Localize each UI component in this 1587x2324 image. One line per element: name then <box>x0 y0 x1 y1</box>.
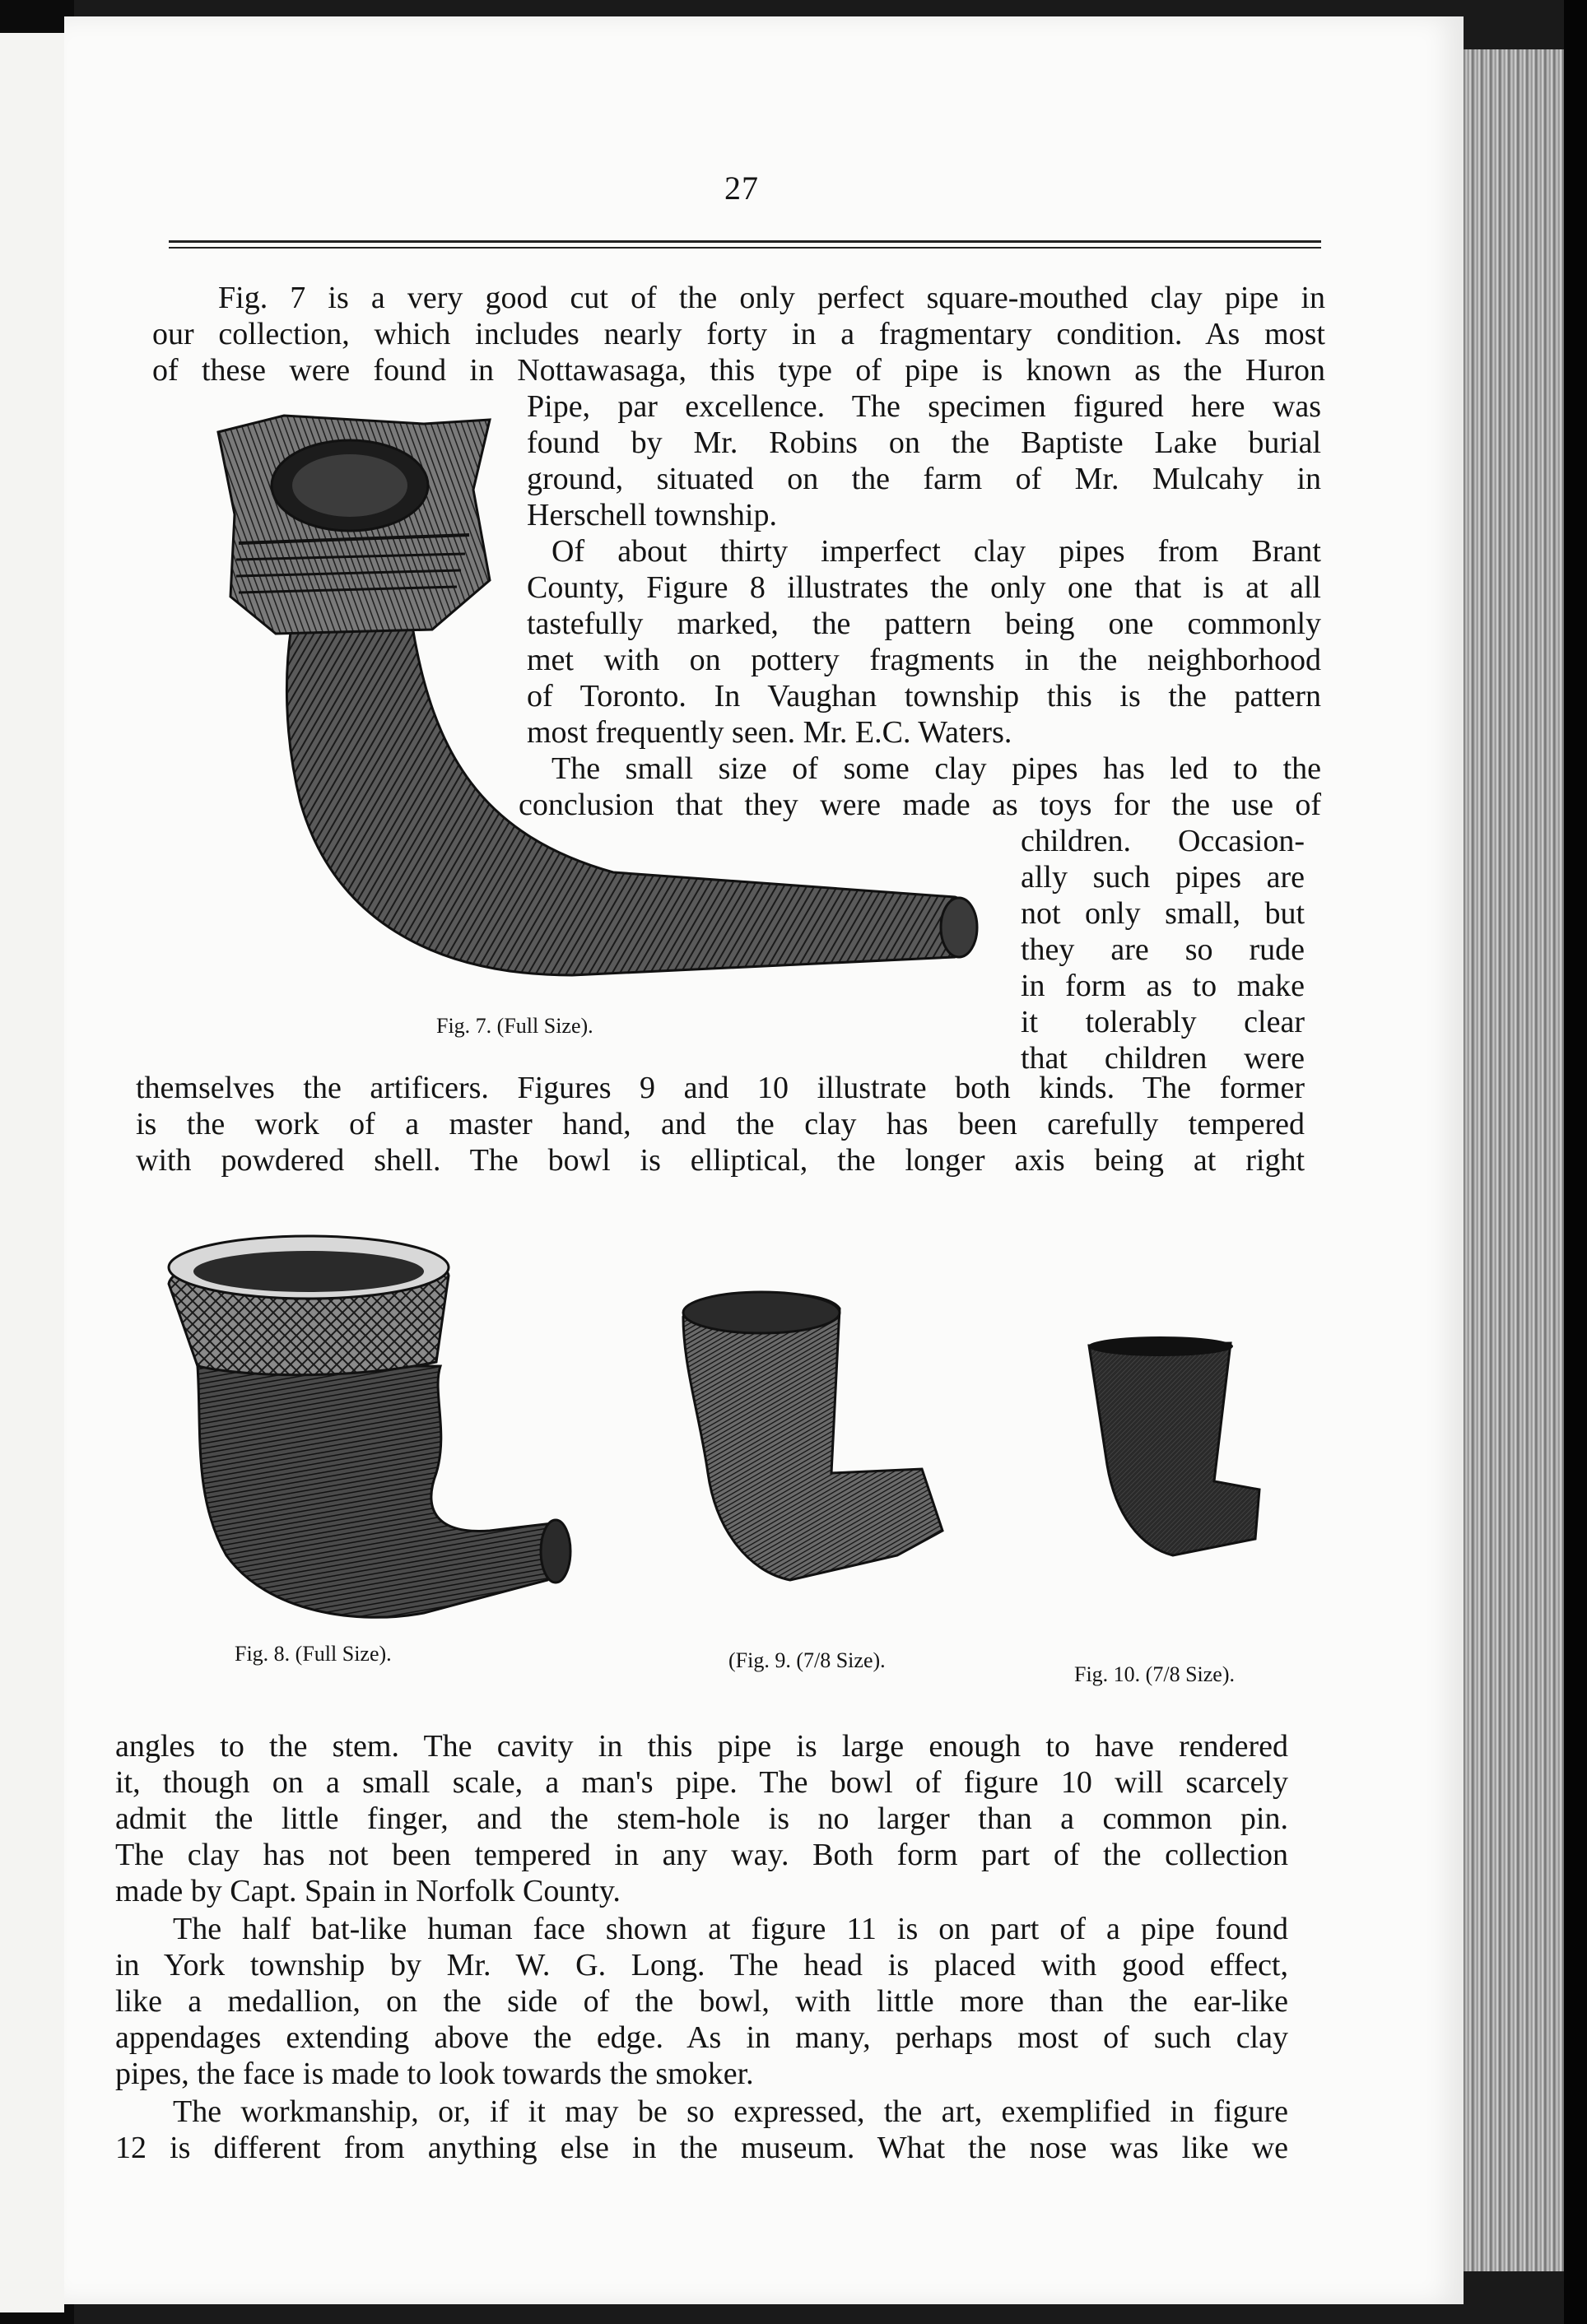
text-line: County, Figure 8 illustrates the only one that is at all <box>527 570 1321 605</box>
figure-7-pipe-illustration <box>185 407 1008 1033</box>
text-line: The half bat-like human face shown at figure 11 is on part of a pipe found <box>173 1912 1288 1946</box>
text-line: like a medallion, on the side of the bowl, with little more than the ear-like <box>115 1984 1288 2019</box>
figure-10-pipe-illustration <box>1082 1333 1272 1564</box>
text-line: ground, situated on the farm of Mr. Mulcahy in <box>527 462 1321 496</box>
text-line: in York township by Mr. W. G. Long. The head is placed with good effect, <box>115 1948 1288 1982</box>
text-line: children. Occasion- <box>1021 824 1305 858</box>
text-line: it, though on a small scale, a man's pipe. The bowl of figure 10 will scarcely <box>115 1765 1288 1800</box>
facing-page-edge <box>0 33 64 2312</box>
text-line: appendages extending above the edge. As in many, perhaps most of such clay <box>115 2020 1288 2055</box>
text-line: tastefully marked, the pattern being one commonly <box>527 607 1321 641</box>
text-line: themselves the artificers. Figures 9 and 10 illustrate both kinds. The former <box>136 1071 1305 1105</box>
text-line: The small size of some clay pipes has led to the <box>551 751 1321 786</box>
text-line: met with on pottery fragments in the neighborhood <box>527 643 1321 677</box>
text-line: Herschell township. <box>527 498 777 532</box>
text-line: angles to the stem. The cavity in this pipe is large enough to have rendered <box>115 1729 1288 1764</box>
text-line: that children were <box>1021 1041 1305 1076</box>
text-line: made by Capt. Spain in Norfolk County. <box>115 1874 621 1908</box>
figure-9-caption: (Fig. 9. (7/8 Size). <box>728 1648 886 1672</box>
header-rule-thin <box>169 247 1321 249</box>
text-line: ally such pipes are <box>1021 860 1305 895</box>
text-line: most frequently seen. Mr. E.C. Waters. <box>527 715 1012 750</box>
page-number: 27 <box>724 170 759 207</box>
text-line: they are so rude <box>1021 932 1305 967</box>
figure-9-pipe-illustration <box>675 1284 955 1613</box>
text-line: admit the little finger, and the stem-hole is no larger than a common pin. <box>115 1801 1288 1836</box>
text-line: pipes, the face is made to look towards the smoker. <box>115 2057 754 2091</box>
text-line: our collection, which includes nearly forty in a fragmentary condition. As most <box>152 317 1325 351</box>
figure-10-caption: Fig. 10. (7/8 Size). <box>1074 1662 1235 1686</box>
text-line: Of about thirty imperfect clay pipes from Brant <box>551 534 1321 569</box>
figure-8-pipe-illustration <box>152 1226 580 1629</box>
figure-8-caption: Fig. 8. (Full Size). <box>235 1642 392 1666</box>
text-line: of Toronto. In Vaughan township this is the pattern <box>527 679 1321 713</box>
text-line: with powdered shell. The bowl is elliptical, the longer axis being at right <box>136 1143 1305 1178</box>
right-dark-margin <box>1564 0 1587 2324</box>
text-line: conclusion that they were made as toys for the use of <box>519 788 1321 822</box>
text-line: is the work of a master hand, and the clay has been carefully tempered <box>136 1107 1305 1141</box>
text-line: not only small, but <box>1021 896 1305 931</box>
book-page-edges <box>1457 49 1580 2271</box>
header-rule <box>169 240 1321 243</box>
text-line: found by Mr. Robins on the Baptiste Lake burial <box>527 425 1321 460</box>
text-line: The clay has not been tempered in any way. Both form part of the collection <box>115 1838 1288 1872</box>
text-line: Pipe, par excellence. The specimen figured here was <box>527 389 1321 424</box>
text-line: it tolerably clear <box>1021 1005 1305 1039</box>
text-line: 12 is different from anything else in the museum. What the nose was like we <box>115 2131 1288 2165</box>
text-line: Fig. 7 is a very good cut of the only perfect square-mouthed clay pipe in <box>218 281 1325 315</box>
text-line: of these were found in Nottawasaga, this type of pipe is known as the Huron <box>152 353 1325 388</box>
figure-7-caption: Fig. 7. (Full Size). <box>436 1014 593 1038</box>
text-line: The workmanship, or, if it may be so expressed, the art, exemplified in figure <box>173 2094 1288 2129</box>
text-line: in form as to make <box>1021 969 1305 1003</box>
